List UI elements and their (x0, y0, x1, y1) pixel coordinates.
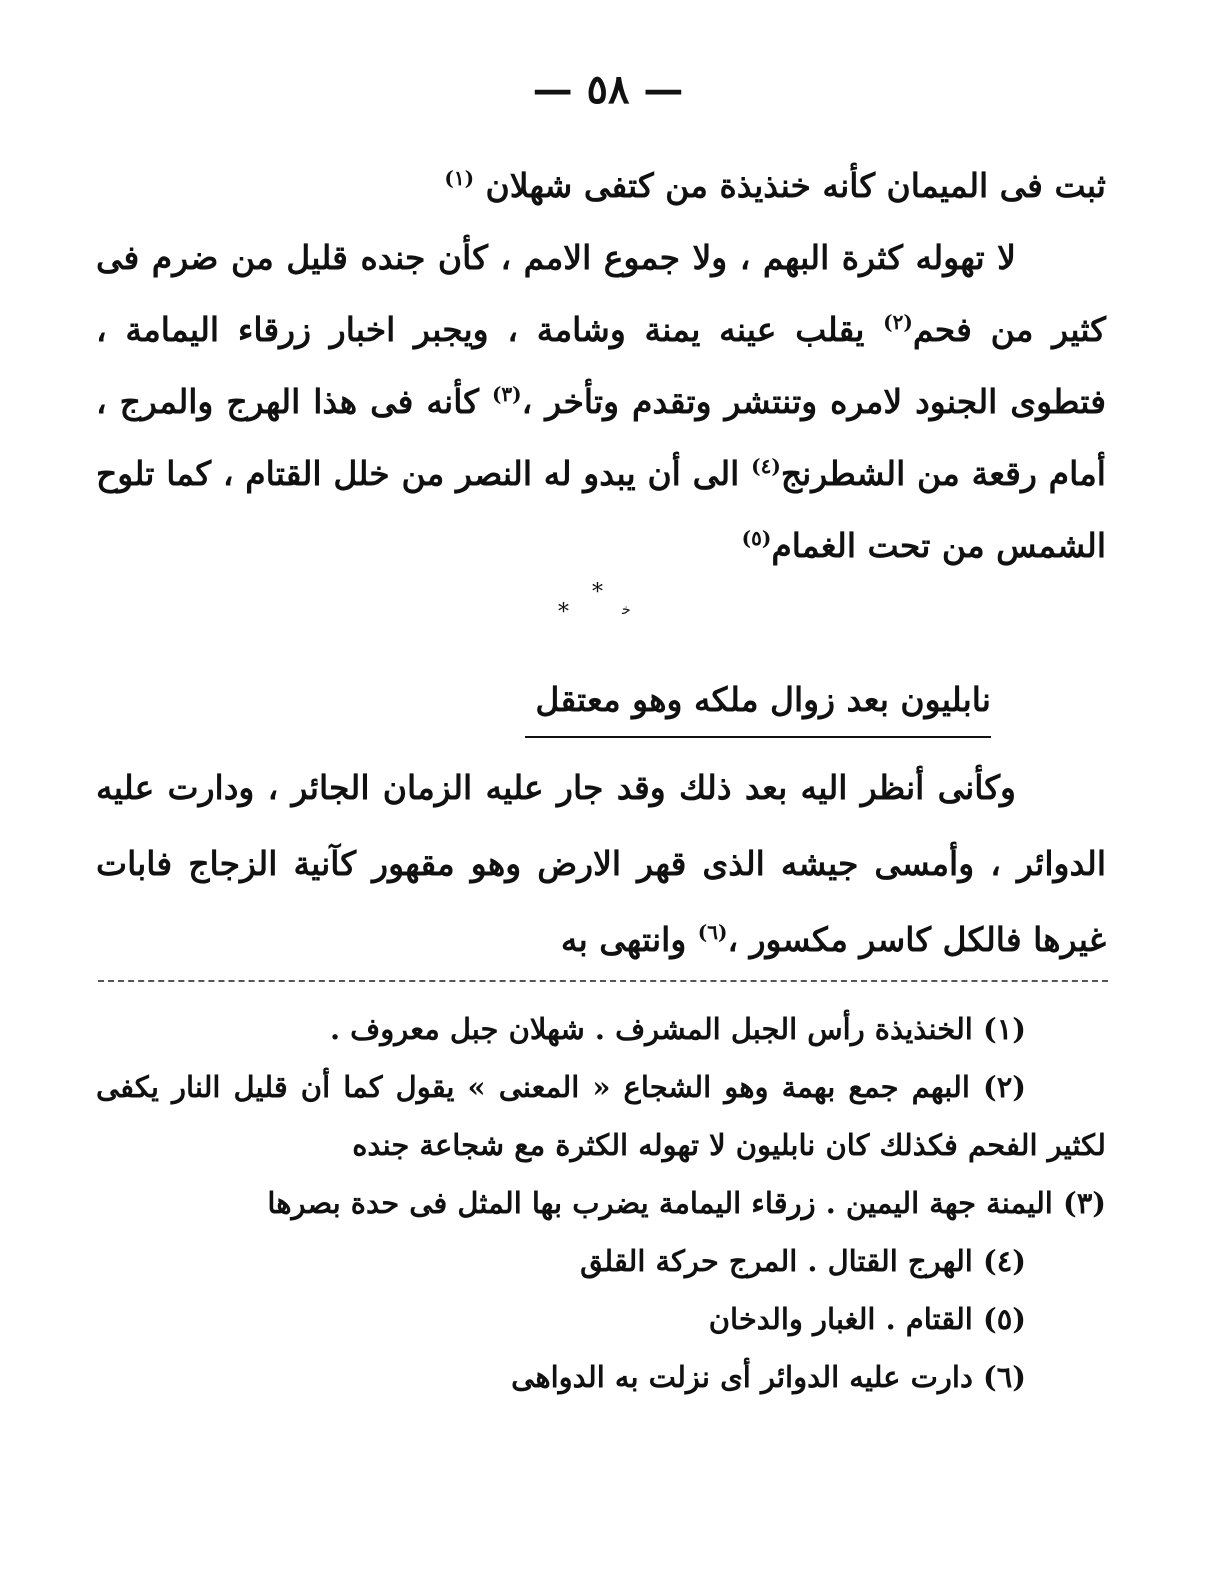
footnote-divider (98, 980, 1108, 982)
paragraph-segment-4: الى أن يبدو له النصر من خلل القتام ، كما تلوح الشمس من تحت الغمام (96, 454, 1106, 565)
verse-text: ثبت فى الميمان كأنه خنذيذة من كتفى شهلان (485, 166, 1106, 205)
footnote-ref-5: (٥) (741, 526, 772, 550)
footnote-ref-6: (٦) (697, 920, 728, 944)
footnote-6: (٦) دارت عليه الدوائر أى نزلت به الدواهى (511, 1360, 1026, 1394)
footnote-ref-1: (١) (444, 166, 475, 190)
section-segment-1: وكأنى أنظر اليه بعد ذلك وقد جار عليه الزمان الجائر ، ودارت عليه الدوائر ، وأمسى جيشه الذى قهر الارض وهو مقهور كآنية الزجاج فابات غيرها فالكل كاسر مكسور ، (96, 768, 1106, 959)
paragraph-segment-2: يقلب عينه يمنة وشامة ، ويجبر اخبار زرقاء اليمامة ، فتطوى الجنود لامره وتنتشر وتقدم وتأخر ، (96, 310, 1106, 421)
ornament-glyph-right: ﺧ (622, 602, 631, 618)
star-icon-left: * (558, 600, 569, 625)
page-number: — ٥٨ — (532, 66, 684, 113)
footnote-4: (٤) الهرج القتال . المرج حركة القلق (580, 1244, 1026, 1278)
section-text (96, 750, 1106, 978)
footnote-2: (٢) البهم جمع بهمة وهو الشجاع « المعنى » يقول كما أن قليل النار يكفى لكثير الفحم فكذلك كان نابليون لا تهوله الكثرة مع شجاعة جنده (96, 1070, 1106, 1162)
footnote-3: (٣) اليمنة جهة اليمين . زرقاء اليمامة يضرب بها المثل فى حدة بصرها (267, 1186, 1106, 1220)
main-text (96, 150, 1106, 582)
footnote-1: (١) الخنذيذة رأس الجبل المشرف . شهلان جبل معروف . (329, 1012, 1026, 1046)
section-segment-2: وانتهى به (560, 920, 687, 959)
footnote-ref-4: (٤) (751, 454, 781, 478)
main-paragraph (96, 222, 1106, 582)
star-icon: * (592, 580, 603, 605)
footnote-5: (٥) القتام . الغبار والدخان (708, 1302, 1026, 1336)
footnote-ref-2: (٢) (883, 310, 913, 334)
paragraph-segment-1: لا تهوله كثرة البهم ، ولا جموع الامم ، كأن جنده قليل من ضرم فى كثير من فحم (96, 238, 1106, 349)
section-heading: نابليون بعد زوال ملكه وهو معتقل (525, 668, 991, 738)
section-paragraph (96, 750, 1106, 978)
verse-line (96, 150, 1106, 222)
paragraph-segment-3: كأنه فى هذا الهرج والمرج ، أمام رقعة من الشطرنج (96, 382, 1106, 493)
footnote-ref-3: (٣) (491, 382, 522, 406)
footnotes (96, 1000, 1106, 1406)
